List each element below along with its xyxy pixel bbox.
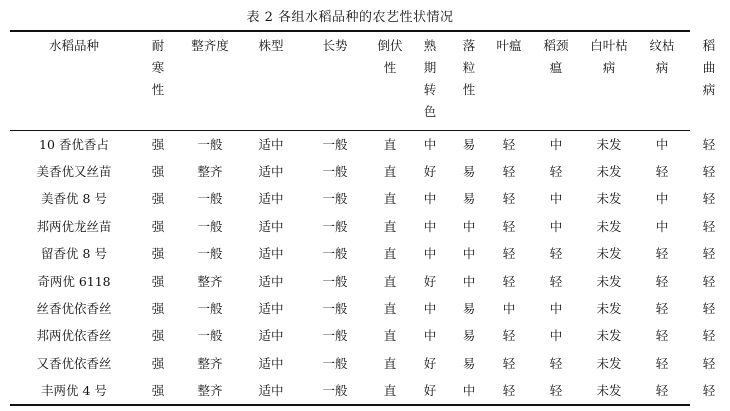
trait-cell: 适中 [258, 246, 284, 262]
trait-cell: 一般 [322, 191, 348, 207]
trait-cell: 轻 [702, 273, 716, 289]
trait-cell: 轻 [655, 164, 669, 180]
column-header-line: 落 [462, 38, 476, 53]
column-header-line: 白叶枯 [590, 38, 628, 53]
column-header [10, 32, 138, 130]
trait-cell: 轻 [655, 355, 669, 371]
variety-name-cell: 留香优 8 号 [41, 246, 107, 262]
trait-cell: 强 [151, 164, 165, 180]
table-row [10, 349, 730, 376]
trait-cell: 好 [423, 164, 437, 180]
trait-cell: 一般 [322, 328, 348, 344]
trait-cell: 轻 [502, 218, 516, 234]
trait-cell: 轻 [549, 273, 563, 289]
trait-cell: 中 [462, 273, 476, 289]
trait-cell: 好 [423, 355, 437, 371]
trait-cell: 轻 [655, 273, 669, 289]
trait-cell: 易 [462, 328, 476, 344]
trait-cell: 中 [423, 328, 437, 344]
variety-name-cell: 美香优又丝苗 [36, 164, 112, 180]
trait-cell: 轻 [549, 164, 563, 180]
trait-cell: 适中 [258, 328, 284, 344]
table-row [10, 294, 730, 321]
trait-cell: 直 [383, 355, 397, 371]
column-header [300, 32, 370, 130]
trait-cell: 中 [549, 218, 563, 234]
agronomic-traits-table [10, 32, 730, 404]
column-header-line: 纹枯 [649, 38, 675, 53]
trait-cell: 中 [462, 218, 476, 234]
trait-cell: 未发 [596, 355, 622, 371]
table-body [10, 130, 730, 404]
trait-cell: 轻 [702, 355, 716, 371]
trait-cell: 一般 [322, 164, 348, 180]
trait-cell: 强 [151, 273, 165, 289]
trait-cell: 轻 [549, 355, 563, 371]
trait-cell: 一般 [322, 355, 348, 371]
variety-name-cell: 丝香优依香丝 [36, 301, 112, 317]
trait-cell: 强 [151, 355, 165, 371]
trait-cell: 轻 [655, 301, 669, 317]
trait-cell: 直 [383, 136, 397, 152]
column-header-line: 倒伏 [377, 38, 403, 53]
trait-cell: 易 [462, 301, 476, 317]
trait-cell: 中 [423, 218, 437, 234]
trait-cell: 轻 [502, 383, 516, 399]
trait-cell: 未发 [596, 301, 622, 317]
trait-cell: 中 [423, 246, 437, 262]
column-header-line: 整齐度 [191, 38, 229, 53]
trait-cell: 整齐 [197, 273, 223, 289]
trait-cell: 直 [383, 191, 397, 207]
column-header [530, 32, 582, 130]
trait-cell: 中 [502, 301, 516, 317]
column-header-line: 病 [655, 60, 669, 75]
trait-cell: 中 [423, 136, 437, 152]
trait-cell: 易 [462, 136, 476, 152]
trait-cell: 一般 [322, 383, 348, 399]
trait-cell: 轻 [549, 383, 563, 399]
trait-cell: 直 [383, 164, 397, 180]
trait-cell: 强 [151, 301, 165, 317]
trait-cell: 强 [151, 218, 165, 234]
trait-cell: 轻 [702, 191, 716, 207]
trait-cell: 适中 [258, 273, 284, 289]
variety-name-cell: 丰两优 4 号 [41, 383, 107, 399]
trait-cell: 整齐 [197, 383, 223, 399]
trait-cell: 轻 [655, 246, 669, 262]
trait-cell: 强 [151, 328, 165, 344]
column-header-line: 色 [423, 104, 437, 119]
trait-cell: 适中 [258, 383, 284, 399]
column-header-line: 期 [423, 60, 437, 75]
column-header-line: 稻颈 [543, 38, 569, 53]
variety-name-cell: 邦两优龙丝苗 [36, 218, 112, 234]
trait-cell: 轻 [702, 383, 716, 399]
trait-cell: 中 [549, 191, 563, 207]
column-header-line: 叶瘟 [496, 38, 522, 53]
trait-cell: 一般 [322, 136, 348, 152]
trait-cell: 适中 [258, 191, 284, 207]
variety-name-cell: 又香优依香丝 [36, 355, 112, 371]
trait-cell: 直 [383, 273, 397, 289]
trait-cell: 一般 [322, 273, 348, 289]
trait-cell: 整齐 [197, 355, 223, 371]
trait-cell: 直 [383, 301, 397, 317]
trait-cell: 未发 [596, 328, 622, 344]
column-header-line: 寒 [151, 60, 165, 75]
trait-cell: 中 [462, 246, 476, 262]
column-header-line: 长势 [322, 38, 348, 53]
column-header-line: 瘟 [549, 60, 563, 75]
column-header [178, 32, 242, 130]
trait-cell: 轻 [702, 136, 716, 152]
column-header [242, 32, 300, 130]
trait-cell: 轻 [502, 136, 516, 152]
trait-cell: 未发 [596, 191, 622, 207]
trait-cell: 轻 [502, 355, 516, 371]
trait-cell: 直 [383, 383, 397, 399]
trait-cell: 轻 [702, 301, 716, 317]
column-header [138, 32, 178, 130]
trait-cell: 适中 [258, 164, 284, 180]
column-header-line: 曲 [702, 60, 716, 75]
trait-cell: 一般 [322, 301, 348, 317]
trait-cell: 一般 [197, 301, 223, 317]
trait-cell: 轻 [502, 164, 516, 180]
trait-cell: 未发 [596, 136, 622, 152]
trait-cell: 中 [423, 191, 437, 207]
table-row [10, 185, 730, 212]
column-header-line: 水稻品种 [48, 38, 99, 53]
trait-cell: 强 [151, 246, 165, 262]
trait-cell: 直 [383, 246, 397, 262]
trait-cell: 中 [549, 328, 563, 344]
column-header [582, 32, 636, 130]
trait-cell: 轻 [502, 246, 516, 262]
trait-cell: 未发 [596, 383, 622, 399]
trait-cell: 轻 [702, 328, 716, 344]
column-header-line: 性 [383, 60, 397, 75]
column-header-line: 病 [602, 60, 616, 75]
column-header-line: 性 [462, 82, 476, 97]
trait-cell: 易 [462, 164, 476, 180]
column-header-line: 转 [423, 82, 437, 97]
trait-cell: 一般 [322, 218, 348, 234]
column-header-line: 性 [151, 82, 165, 97]
trait-cell: 轻 [702, 164, 716, 180]
trait-cell: 未发 [596, 246, 622, 262]
column-header-line: 熟 [423, 38, 437, 53]
trait-cell: 中 [423, 301, 437, 317]
trait-cell: 易 [462, 191, 476, 207]
table-row [10, 157, 730, 184]
trait-cell: 适中 [258, 136, 284, 152]
column-header [410, 32, 450, 130]
trait-cell: 轻 [549, 246, 563, 262]
trait-cell: 适中 [258, 355, 284, 371]
table-bottom-rule [10, 404, 690, 406]
trait-cell: 轻 [702, 246, 716, 262]
trait-cell: 中 [655, 218, 669, 234]
variety-name-cell: 奇两优 6118 [37, 273, 111, 289]
table-header-row [10, 32, 730, 130]
table-row [10, 130, 730, 157]
trait-cell: 轻 [655, 383, 669, 399]
trait-cell: 轻 [702, 218, 716, 234]
trait-cell: 好 [423, 383, 437, 399]
trait-cell: 中 [655, 191, 669, 207]
trait-cell: 轻 [502, 191, 516, 207]
column-header [636, 32, 688, 130]
variety-name-cell: 10 香优香占 [39, 136, 109, 152]
column-header-line: 株型 [258, 38, 284, 53]
trait-cell: 一般 [197, 136, 223, 152]
column-header [450, 32, 488, 130]
column-header [370, 32, 410, 130]
table-row [10, 322, 730, 349]
table-caption: 表 2 各组水稻品种的农艺性状情况 [246, 10, 454, 25]
column-header [488, 32, 530, 130]
trait-cell: 未发 [596, 164, 622, 180]
column-header-line: 病 [702, 82, 716, 97]
trait-cell: 强 [151, 136, 165, 152]
trait-cell: 直 [383, 218, 397, 234]
trait-cell: 适中 [258, 218, 284, 234]
trait-cell: 轻 [655, 328, 669, 344]
variety-name-cell: 邦两优依香丝 [36, 328, 112, 344]
trait-cell: 适中 [258, 301, 284, 317]
trait-cell: 好 [423, 273, 437, 289]
trait-cell: 中 [462, 383, 476, 399]
column-header-line: 粒 [462, 60, 476, 75]
trait-cell: 强 [151, 191, 165, 207]
column-header [688, 32, 730, 130]
trait-cell: 中 [549, 136, 563, 152]
trait-cell: 一般 [197, 328, 223, 344]
table-row [10, 267, 730, 294]
trait-cell: 直 [383, 328, 397, 344]
trait-cell: 一般 [197, 191, 223, 207]
trait-cell: 未发 [596, 218, 622, 234]
trait-cell: 中 [549, 301, 563, 317]
trait-cell: 一般 [322, 246, 348, 262]
table-row [10, 377, 730, 404]
trait-cell: 一般 [197, 246, 223, 262]
table-row [10, 240, 730, 267]
trait-cell: 中 [655, 136, 669, 152]
trait-cell: 强 [151, 383, 165, 399]
trait-cell: 轻 [502, 328, 516, 344]
variety-name-cell: 美香优 8 号 [41, 191, 107, 207]
column-header-line: 稻 [702, 38, 716, 53]
trait-cell: 未发 [596, 273, 622, 289]
column-header-line: 耐 [151, 38, 165, 53]
trait-cell: 易 [462, 355, 476, 371]
table-row [10, 212, 730, 239]
trait-cell: 整齐 [197, 164, 223, 180]
trait-cell: 轻 [502, 273, 516, 289]
trait-cell: 一般 [197, 218, 223, 234]
